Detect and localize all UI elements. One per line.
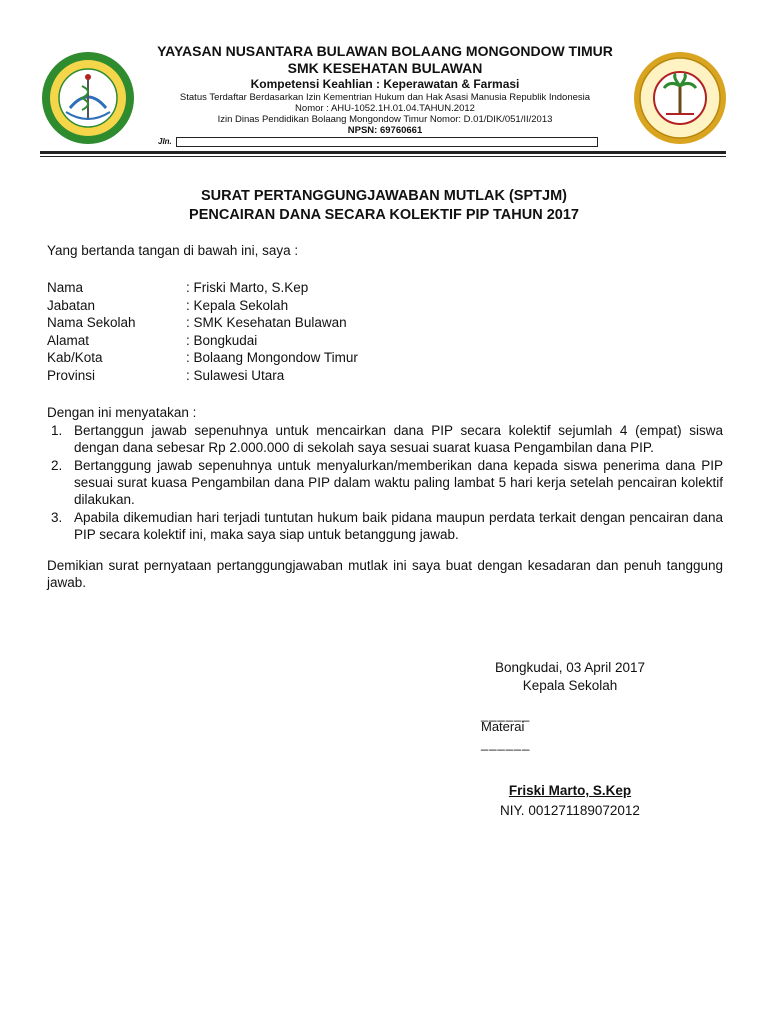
field-label: Jabatan (47, 297, 96, 313)
foundation-logo-right (632, 50, 728, 146)
field-value: : Sulawesi Utara (186, 367, 285, 383)
letterhead-rule-thick (40, 151, 726, 154)
field-label: Provinsi (47, 367, 96, 383)
list-text: Apabila dikemudian hari terjadi tuntutan hukum baik pidana maupun perdata terkait dengan pencairan dana PIP secara kolektif ini, maka saya siap untuk betanggung jawab. (74, 510, 723, 542)
school-logo-left (40, 50, 136, 146)
field-row (47, 350, 647, 368)
list-text: Bertanggung jawab sepenuhnya untuk menyalurkan/memberikan dana kepada siswa penerima dana PIP sesuai surat kuasa Pengambilan dana PIP dalam waktu paling lambat 5 hari kerja setelah pencairan kolektif dilakukan. (74, 458, 723, 507)
field-row (47, 298, 647, 316)
field-label: Alamat (47, 332, 90, 348)
registration-status: Status Terdaftar Berdasarkan Izin Kementrian Hukum dan Hak Asasi Manusia Republik Indonesia (179, 92, 591, 103)
signer-niy: NIY. 001271189072012 (500, 803, 640, 818)
declaration-list (47, 422, 723, 544)
list-item (47, 457, 723, 508)
field-label: Nama (47, 280, 84, 295)
list-item (47, 509, 723, 543)
stamp-dash-bottom: ______ (481, 736, 531, 751)
list-number: 2. (51, 458, 63, 473)
list-text: Bertanggun jawab sepenuhnya untuk mencairkan dana PIP secara kolektif sejumlah 4 (empat) siswa dengan dana sebesar Rp 2.000.000 di sekolah saya sesuai suarat kuasa Pengambilan dana PIP. (74, 423, 723, 455)
letterhead-rule-thin (40, 156, 726, 157)
field-row (47, 368, 647, 386)
field-value: : Bolaang Mongondow Timur (186, 350, 358, 366)
address-label: Jln. (158, 137, 172, 146)
npsn: NPSN: 69760661 (347, 125, 423, 136)
stamp-dash-top: ______ (481, 707, 531, 722)
closing-text: Demikian surat pernyataan pertanggungjawaban mutlak ini saya buat dengan kesadaran dan penuh tanggung jawab. (47, 558, 723, 590)
materai-label: Materai (481, 719, 525, 734)
field-row (47, 315, 647, 333)
school-name: SMK KESEHATAN BULAWAN (287, 60, 483, 76)
field-label: Nama Sekolah (47, 315, 136, 331)
field-row (47, 280, 647, 298)
declaration-heading: Dengan ini menyatakan : (47, 405, 197, 420)
field-value: : Friski Marto, S.Kep (186, 280, 309, 295)
intro-text: Yang bertanda tangan di bawah ini, saya : (47, 243, 299, 258)
registration-number: Nomor : AHU-1052.1H.01.04.TAHUN.2012 (295, 103, 475, 114)
address-box (176, 137, 598, 147)
list-number: 1. (51, 423, 63, 438)
signer-position: Kepala Sekolah (522, 678, 618, 693)
signer-name: Friski Marto, S.Kep (508, 783, 632, 798)
field-value: : SMK Kesehatan Bulawan (186, 315, 347, 331)
list-number: 3. (51, 510, 63, 525)
document-title: SURAT PERTANGGUNGJAWABAN MUTLAK (SPTJM) (201, 188, 567, 204)
place-date: Bongkudai, 03 April 2017 (494, 660, 646, 675)
competency-line: Kompetensi Keahlian : Keperawatan & Farmasi (250, 77, 520, 91)
education-permit: Izin Dinas Pendidikan Bolaang Mongondow Timur Nomor: D.01/DIK/051/II/2013 (217, 114, 553, 125)
field-value: : Kepala Sekolah (186, 297, 289, 313)
field-row (47, 333, 647, 351)
field-label: Kab/Kota (47, 350, 103, 366)
list-item (47, 422, 723, 456)
field-value: : Bongkudai (186, 332, 258, 348)
foundation-name: YAYASAN NUSANTARA BULAWAN BOLAANG MONGONDOW TIMUR (157, 43, 613, 59)
identity-fields (47, 280, 647, 386)
document-subtitle: PENCAIRAN DANA SECARA KOLEKTIF PIP TAHUN 2017 (189, 207, 579, 223)
